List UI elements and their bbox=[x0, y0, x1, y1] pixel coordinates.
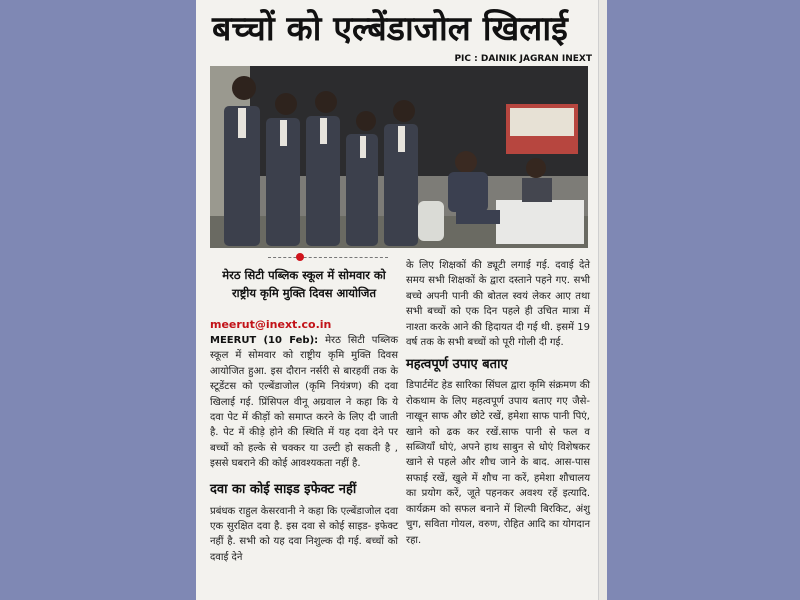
newspaper-clipping bbox=[196, 0, 604, 600]
news-photo bbox=[210, 66, 588, 248]
reporter-email: meerut@inext.co.in bbox=[210, 318, 332, 331]
left-paragraph-1 bbox=[210, 333, 398, 472]
right-paragraph-2: डिपार्टमेंट हेड सारिका सिंघल द्वारा कृमि संक्रमण की रोकथाम के लिए महत्वपूर्ण उपाय बताए गए जैसे- नाखून साफ और छोटे रखें, हमेशा साफ पानी पिएं, खाने को ढक कर रखें.साफ पानी से फल व सब्जियाँ धोएं, अपने हाथ साबुन से धोएं विशेषकर खाने से पहले और शौच जाने के बाद. आस-पास सफाई रखें, खुले में शौच ना करें, हमेशा शौचालय का प्रयोग करें, जूते पहनकर अवश्य रहें इत्यादि. कार्यक्रम को सफल बनाने में शिल्पी बिरकिट, अंशु चुग, सविता गोयल, वरुण, रोहित आदि का योगदान रहा. bbox=[406, 380, 590, 546]
caption-divider bbox=[268, 257, 388, 258]
red-bullet-dot bbox=[296, 253, 304, 261]
photo-credit: PIC : DAINIK JAGRAN INEXT bbox=[454, 54, 592, 64]
dateline: MEERUT (10 Feb): bbox=[210, 335, 319, 346]
subheading-no-side-effect: दवा का कोई साइड इफेक्ट नहीं bbox=[210, 481, 357, 497]
left-column bbox=[210, 333, 398, 565]
photo-caption: मेरठ सिटी पब्लिक स्कूल में सोमवार को राष्ट्रीय कृमि मुक्ति दिवस आयोजित bbox=[222, 268, 386, 300]
left-paragraph-2: प्रबंधक राहुल केसरवानी ने कहा कि एल्बेंडाजोल दवा एक सुरक्षित दवा है. इस दवा से कोई साइड- इफेक्ट नहीं है. सभी को यह दवा निशुल्क दी गई. बच्चों को दवाई देने bbox=[210, 505, 398, 563]
right-paragraph-1: के लिए शिक्षकों की ड्यूटी लगाई गई. दवाई देते समय सभी शिक्षकों के द्वारा दस्ताने पहने गए. सभी बच्चे अपनी पानी की बोतल स्वयं लेकर आए तथा सभी बच्चों को एक दिन पहले ही उचित मात्रा में नाश्ता करके आने की हिदायत दी गई थी. इसमें 19 वर्ष तक के सभी बच्चों को पूरी गोली दी गई. bbox=[406, 260, 590, 349]
left-paragraph-1-text: मेरठ सिटी पब्लिक स्कूल में सोमवार को राष्ट्रीय कृमि मुक्ति दिवस आयोजित हुआ. इस दौरान नर्सरी से बारहवीं तक के स्टूडेंटस को एल्बेंडाजोल (कृमि नियंत्रण) की दवा खिलाई गई. प्रिंसिपल वीनू अग्रवाल ने कहा कि ये दवा पेट में कीड़ों को समाप्त करने के लिए दी जाती है. पेट में कीड़े होने की स्थिति में यह दवा देने पर बच्चों को हल्के से चक्कर या उल्टी हो सकती है , इससे घबराने की कोई आवश्यकता नहीं है. bbox=[210, 335, 398, 470]
right-column bbox=[406, 258, 590, 548]
subheading-important-measures: महत्वपूर्ण उपाए बताए bbox=[406, 357, 508, 373]
headline: बच्चों को एल्बेंडाजोल खिलाई bbox=[212, 9, 568, 49]
adjacent-page-edge bbox=[598, 0, 607, 600]
